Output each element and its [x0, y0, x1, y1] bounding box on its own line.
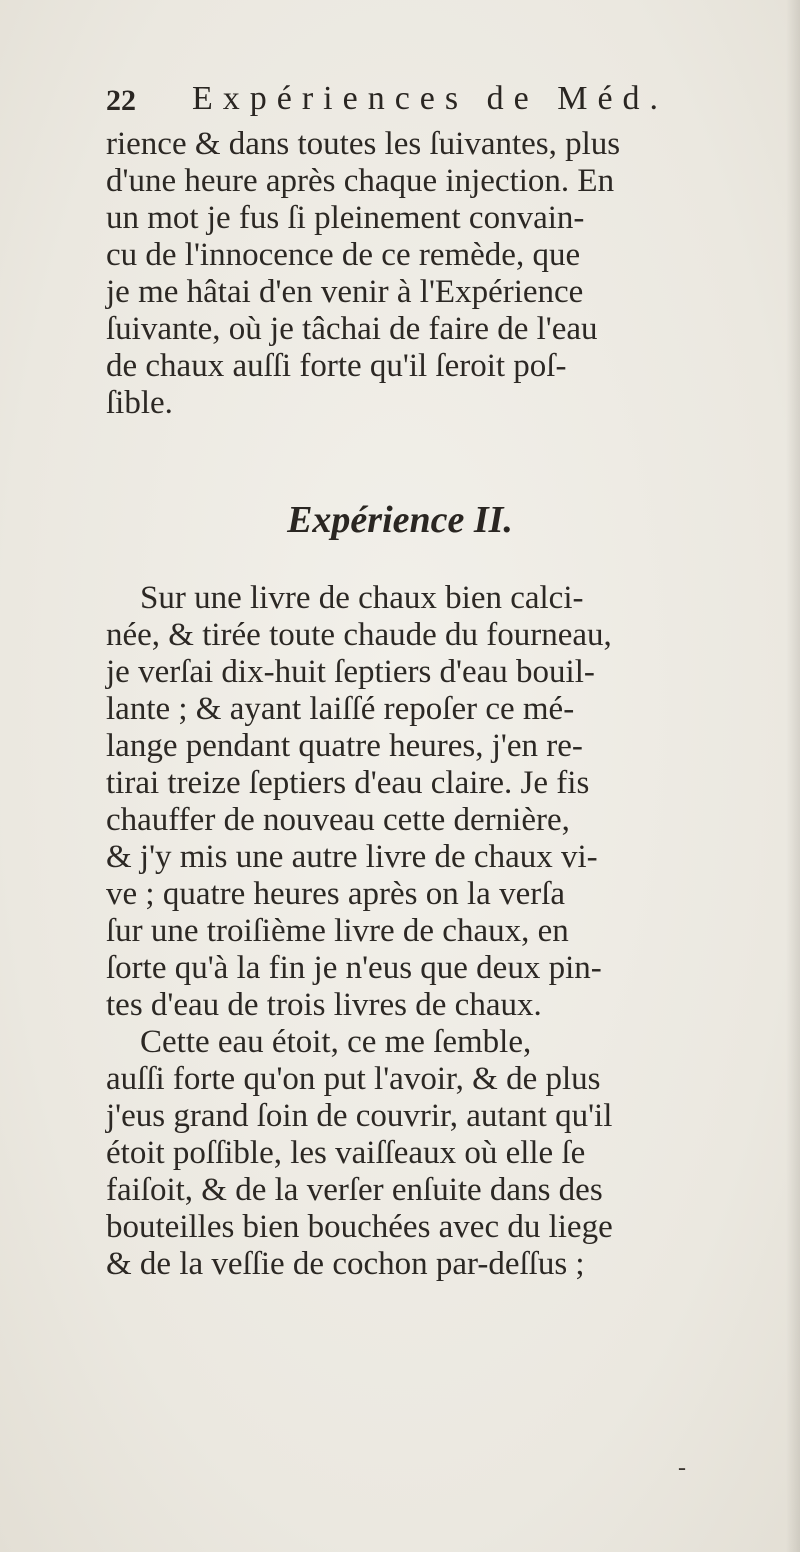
text-line: je verſai dix-huit ſeptiers d'eau bouil- — [106, 654, 595, 690]
text-line: cu de l'innocence de ce remède, que — [106, 237, 581, 273]
text-line: auſſi forte qu'on put l'avoir, & de plus — [106, 1061, 601, 1097]
text-line: de chaux auſſi forte qu'il ſeroit poſ- — [106, 348, 567, 384]
text-line: ſible. — [106, 385, 173, 421]
page-number: 22 — [106, 84, 136, 117]
text-line: tes d'eau de trois livres de chaux. — [106, 987, 542, 1023]
text-line: ſuivante, où je tâchai de faire de l'eau — [106, 311, 598, 347]
text-line: chauffer de nouveau cette dernière, — [106, 802, 570, 838]
text-line: j'eus grand ſoin de couvrir, autant qu'il — [106, 1098, 613, 1134]
text-line: & de la veſſie de cochon par-deſſus ; — [106, 1246, 585, 1282]
text-line: née, & tirée toute chaude du fourneau, — [106, 617, 612, 653]
text-line: ſorte qu'à la fin je n'eus que deux pin- — [106, 950, 602, 986]
paragraph-2 — [106, 580, 786, 1283]
text-line: un mot je fus ſi pleinement convain- — [106, 200, 585, 236]
paragraph-1 — [106, 126, 786, 422]
text-line: Sur une livre de chaux bien calci- — [140, 580, 584, 616]
text-line: lange pendant quatre heures, j'en re- — [106, 728, 583, 764]
text-line: & j'y mis une autre livre de chaux vi- — [106, 839, 598, 875]
text-line: tirai treize ſeptiers d'eau claire. Je fis — [106, 765, 590, 801]
page-edge-shadow — [786, 0, 800, 1552]
text-line: ve ; quatre heures après on la verſa — [106, 876, 566, 912]
text-line: faiſoit, & de la verſer enſuite dans des — [106, 1172, 603, 1208]
text-line: bouteilles bien bouchées avec du liege — [106, 1209, 613, 1245]
text-line: d'une heure après chaque injection. En — [106, 163, 615, 199]
text-line: Cette eau étoit, ce me ſemble, — [140, 1024, 532, 1060]
text-line: lante ; & ayant laiſſé repoſer ce mé- — [106, 691, 575, 727]
catchword-mark: - — [678, 1455, 686, 1481]
text-line: ſur une troiſième livre de chaux, en — [106, 913, 569, 949]
page-header — [106, 78, 746, 122]
text-line: étoit poſſible, les vaiſſeaux où elle ſe — [106, 1135, 586, 1171]
text-line: rience & dans toutes les ſuivantes, plus — [106, 126, 621, 162]
text-line: je me hâtai d'en venir à l'Expérience — [106, 274, 584, 310]
section-heading: Expérience II. — [287, 499, 513, 541]
running-title: Expériences de Méd. — [192, 80, 669, 117]
